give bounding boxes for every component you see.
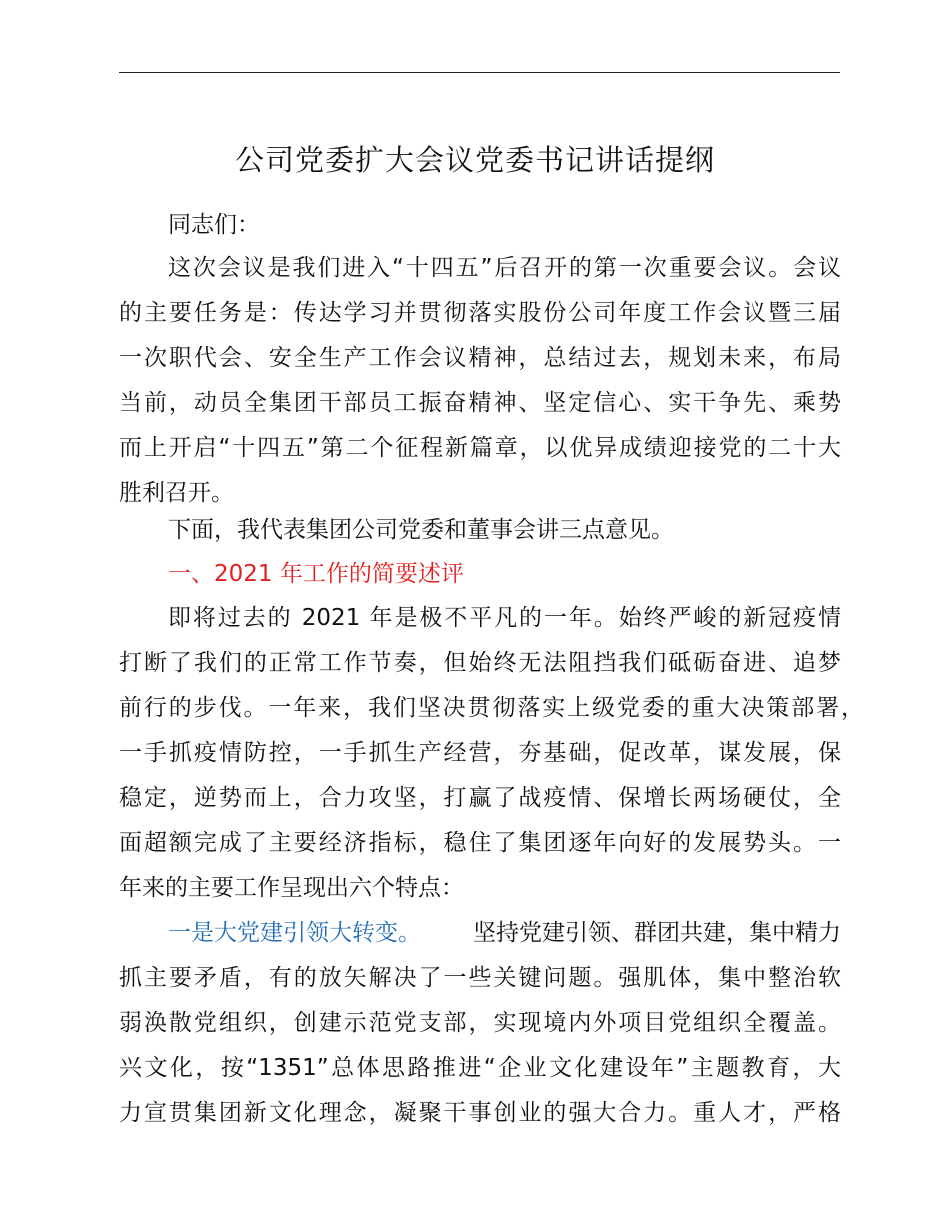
point-1-line-2: 抓主要矛盾，有的放矢解决了一些关键问题。强肌体，集中整治软	[119, 965, 841, 991]
paragraph-1-line-2: 的主要任务是：传达学习并贯彻落实股份公司年度工作会议暨三届	[119, 300, 841, 326]
paragraph-1-line-4: 当前，动员全集团干部员工振奋精神、坚定信心、实干争先、乘势	[119, 390, 841, 416]
paragraph-3-line-7: 年来的主要工作呈现出六个特点：	[119, 875, 464, 901]
point-1-heading: 一是大党建引领大转变。	[168, 920, 421, 946]
paragraph-3-line-1: 即将过去的 2021 年是极不平凡的一年。始终严峻的新冠疫情	[168, 605, 841, 631]
paragraph-1-line-6: 胜利召开。	[119, 480, 234, 506]
point-1-line-5: 力宣贯集团新文化理念，凝聚干事创业的强大合力。重人才，严格	[119, 1100, 841, 1126]
paragraph-3-line-3: 前行的步伐。一年来，我们坚决贯彻落实上级党委的重大决策部署，	[119, 695, 864, 721]
paragraph-1-line-5: 而上开启“十四五”第二个征程新篇章，以优异成绩迎接党的二十大	[119, 435, 841, 461]
paragraph-3-line-4: 一手抓疫情防控，一手抓生产经营，夯基础，促改革，谋发展，保	[119, 740, 841, 766]
paragraph-1-line-1: 这次会议是我们进入“十四五”后召开的第一次重要会议。会议	[168, 255, 841, 281]
paragraph-3-line-6: 面超额完成了主要经济指标，稳住了集团逐年向好的发展势头。一	[119, 830, 841, 856]
document-title: 公司党委扩大会议党委书记讲话提纲	[234, 143, 715, 177]
section-1-heading: 一、2021 年工作的简要述评	[168, 561, 464, 587]
point-1-line-3: 弱涣散党组织，创建示范党支部，实现境内外项目党组织全覆盖。	[119, 1010, 841, 1036]
greeting: 同志们：	[168, 212, 260, 238]
header-rule	[119, 72, 840, 73]
paragraph-3-line-5: 稳定，逆势而上，合力攻坚，打赢了战疫情、保增长两场硬仗，全	[119, 785, 841, 811]
point-1-line-4: 兴文化，按“1351”总体思路推进“企业文化建设年”主题教育，大	[119, 1055, 841, 1081]
paragraph-1-line-3: 一次职代会、安全生产工作会议精神，总结过去，规划未来，布局	[119, 345, 841, 371]
paragraph-2: 下面，我代表集团公司党委和董事会讲三点意见。	[168, 517, 674, 543]
paragraph-3-line-2: 打断了我们的正常工作节奏，但始终无法阻挡我们砥砺奋进、追梦	[119, 650, 841, 676]
point-1-first-line	[168, 918, 841, 948]
point-1-first-line-text: 坚持党建引领、群团共建，集中精力	[473, 920, 841, 946]
